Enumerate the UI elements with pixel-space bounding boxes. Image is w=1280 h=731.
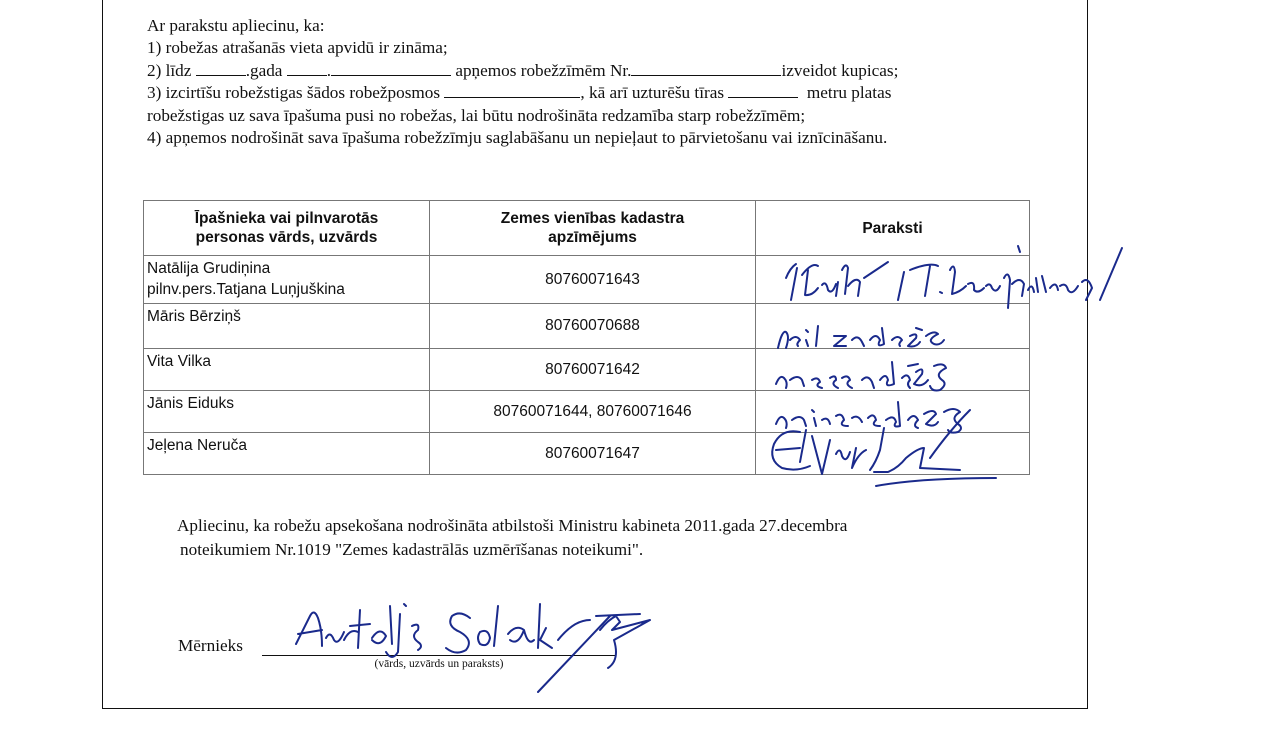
- item-3-text-b: , kā arī uzturēšu tīras: [580, 83, 725, 103]
- surveyor-caption: (vārds, uzvārds un paraksts): [374, 658, 504, 670]
- item-2-text-b: .gada: [245, 60, 283, 80]
- item-2-text-c: .: [326, 60, 332, 80]
- declaration-item-1: 1) robežas atrašanās vieta apvidū ir zināma;: [147, 38, 448, 58]
- header-parcel-line-2: apzīmējums: [548, 229, 637, 246]
- conclusion-line-1: Apliecinu, ka robežu apsekošana nodrošināta atbilstoši Ministru kabineta 2011.gada 27.decembra: [177, 516, 848, 535]
- signature-vilka: [776, 362, 946, 391]
- owner-proxy-name: pilnv.pers.Tatjana Luņjuškina: [147, 281, 345, 298]
- surveyor-label: Mērnieks: [178, 636, 243, 655]
- item-3-text-a: 3) izcirtīšu robežstigas šādos robežposmos: [147, 83, 441, 103]
- signature-neruca: [772, 410, 996, 486]
- item-2-text-a: 2) līdz: [147, 60, 192, 80]
- cadastral-number-cell: 80760071644, 80760071646: [430, 391, 756, 433]
- owner-name-cell: Jeļena Neruča: [144, 433, 430, 475]
- signature-eiduks: [776, 402, 961, 433]
- header-parcel-line-1: Zemes vienības kadastra: [500, 210, 685, 227]
- signature-berzins: [778, 326, 944, 348]
- signature-surveyor: [296, 604, 650, 692]
- owner-name-cell: Vita Vilka: [144, 349, 430, 391]
- header-signatures: Paraksti: [756, 201, 1030, 256]
- cadastral-number-cell: 80760071647: [430, 433, 756, 475]
- header-owner-line-1: Īpašnieka vai pilnvarotās: [194, 210, 379, 227]
- cadastral-number-cell: 80760070688: [430, 304, 756, 349]
- item-2-text-e: izveidot kupicas;: [781, 60, 899, 80]
- header-owner-line-2: personas vārds, uzvārds: [195, 229, 378, 246]
- declaration-intro: Ar parakstu apliecinu, ka:: [147, 16, 325, 35]
- item-2-text-d: apņemos robežzīmēm Nr.: [455, 60, 632, 80]
- item-3-text-c: metru platas: [806, 83, 892, 103]
- declaration-item-3-line-2: robežstigas uz sava īpašuma pusi no robežas, lai būtu nodrošināta redzamība starp robežzīmēm;: [147, 105, 806, 125]
- cadastral-number-cell: 80760071642: [430, 349, 756, 391]
- signature-grudinina: [786, 246, 1122, 308]
- owner-name-cell: Māris Bērziņš: [144, 304, 430, 349]
- declaration-item-4: 4) apņemos nodrošināt sava īpašuma robežzīmju saglabāšanu un nepieļaut to pārvietošanu vai iznīcināšanu.: [147, 128, 888, 148]
- cadastral-number-cell: 80760071643: [430, 256, 756, 304]
- owner-name-cell: Jānis Eiduks: [144, 391, 430, 433]
- owner-name: Natālija Grudiņina: [147, 260, 271, 277]
- conclusion-line-2: noteikumiem Nr.1019 "Zemes kadastrālās uzmērīšanas noteikumi".: [180, 540, 644, 559]
